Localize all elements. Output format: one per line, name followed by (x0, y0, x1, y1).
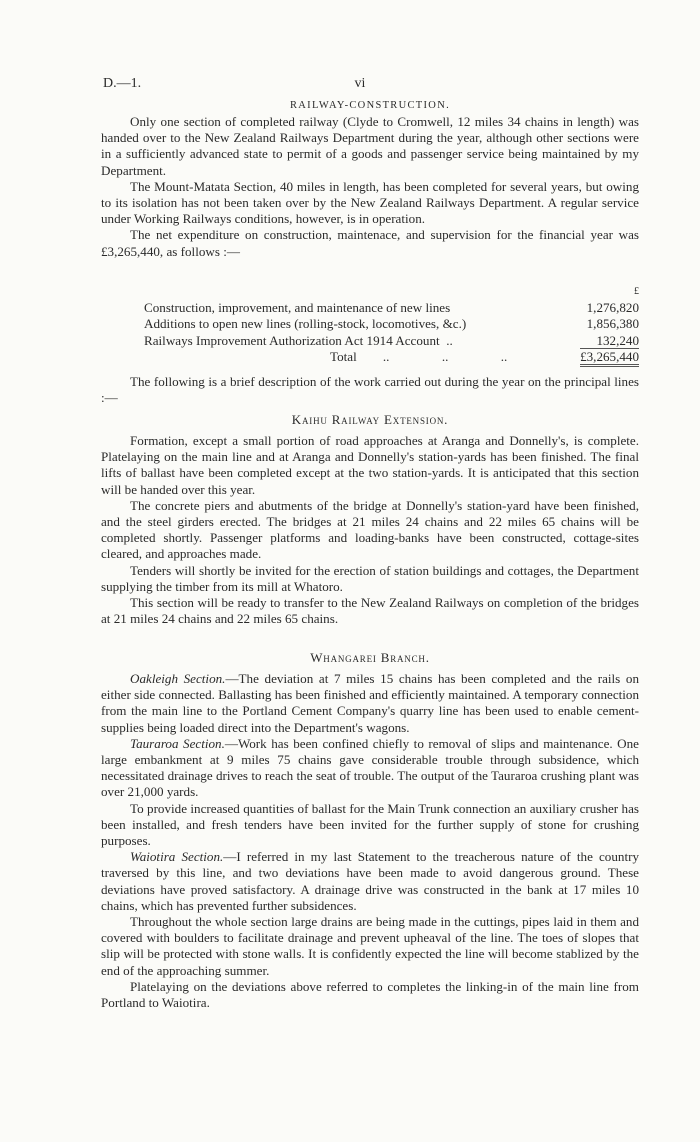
section-heading: RAILWAY-CONSTRUCTION. (289, 100, 450, 111)
waiotira-label: Waiotira Section. (130, 849, 224, 865)
oakleigh-text: —The deviation at 7 miles 15 chains has been completed and the rails on either side connected. Ballasting has been finished and efficiently maintained. A temporary connection from the main line to the Portland Cement Company's quarry line has been used to enable cement-supplies being loaded direct into the Department's wagons. (101, 671, 639, 735)
expenditure-amount: 132,240 (596, 332, 639, 348)
expenditure-label: Additions to open new lines (rolling-stock, locomotives, &c.) (144, 316, 467, 332)
currency-symbol: £ (634, 286, 639, 297)
whangarei-section (101, 650, 639, 1011)
page-number: vi (354, 76, 366, 91)
paragraph: The net expenditure on construction, maintenace, and supervision for the financial year was £3,265,440, as follows :— (101, 227, 639, 259)
paragraph (101, 849, 639, 914)
paragraph: This section will be ready to transfer to the New Zealand Railways on completion of the bridges at 21 miles 24 chains and 22 miles 65 chains. (101, 595, 639, 627)
paragraph: Tenders will shortly be invited for the erection of station buildings and cottages, the Department supplying the timber from its mill at Whatoro. (101, 562, 639, 594)
total-row (144, 349, 639, 365)
paragraph (101, 671, 639, 736)
document-reference: D.—1. (103, 76, 142, 91)
paragraph: Only one section of completed railway (Clyde to Cromwell, 12 miles 34 chains in length) was handed over to the New Zealand Railways Department during the year, although other sections were in a sufficiently advanced state to permit of a goods and passenger service being maintained by my Department. (101, 114, 639, 178)
tauraroa-label: Tauraroa Section. (130, 735, 225, 751)
leader-dots: .. .. .. (382, 348, 508, 364)
expenditure-amount: 1,856,380 (586, 316, 639, 332)
leader-dots: .. (446, 332, 453, 348)
kaihu-section (101, 412, 639, 627)
paragraph: The following is a brief description of the work carried out during the year on the principal lines :— (101, 374, 639, 406)
paragraph (101, 736, 639, 801)
waiotira-text: —I referred in my last Statement to the treacherous nature of the country traversed by this line, and two deviations have been made to avoid dangerous ground. These deviations have proved satisfactory. A drainage drive was constructed in the bank at 17 miles 10 chains, which has prevented further subsidences. (101, 849, 639, 913)
paragraph: The concrete piers and abutments of the bridge at Donnelly's station-yard have been finished, and the steel girders erected. The bridges at 21 miles 24 chains and 22 miles 65 chains will be completed shortly. Passenger platforms and loading-banks have been constructed, cottage-sites cleared, and approaches made. (101, 497, 639, 562)
paragraph: To provide increased quantities of ballast for the Main Trunk connection an auxiliary crusher has been installed, and fresh tenders have been invited for the further supply of stone for crushing purposes. (101, 800, 639, 849)
expenditure-label: Construction, improvement, and maintenance of new lines (144, 300, 451, 316)
expenditure-amount: 1,276,820 (586, 300, 639, 316)
tauraroa-text: —Work has been confined chiefly to removal of slips and maintenance. One large embankment at 9 miles 75 chains gave considerable trouble through subsidence, which necessitated drainage drives to reach the seat of trouble. The output of the Tauraroa crushing plant was over 21,000 yards. (101, 735, 639, 800)
paragraph: Platelaying on the deviations above referred to completes the linking-in of the main line from Portland to Waiotira. (101, 978, 639, 1011)
oakleigh-label: Oakleigh Section. (130, 671, 226, 686)
paragraph: Throughout the whole section large drains are being made in the cuttings, pipes laid in them and covered with boulders to facilitate drainage and prevent upheaval of the line. The toes of slopes that slip will be protected with stone walls. It is confidently expected the line will become stablized by the end of the approaching summer. (101, 914, 639, 978)
paragraph: Formation, except a small portion of road approaches at Aranga and Donnelly's, is complete. Platelaying on the main line and at Aranga and Donnelly's station-yards has been finished. The final lifts of ballast have been completed except at the two station-yards. It is anticipated that this section will be handed over this year. (101, 433, 639, 497)
intro-closing (101, 374, 639, 406)
expenditure-table (144, 284, 639, 365)
expenditure-row (144, 316, 639, 332)
total-label: Total (330, 348, 357, 364)
paragraph: The Mount-Matata Section, 40 miles in length, has been completed for several years, but owing to its isolation has not been taken over by the New Zealand Railways Department. A regular service under Working Railways conditions, however, is in operation. (101, 178, 639, 227)
railway-construction-section (101, 98, 639, 260)
expenditure-table-wrap (101, 284, 639, 365)
expenditure-row (144, 300, 639, 316)
expenditure-label: Railways Improvement Authorization Act 1914 Account (144, 332, 440, 348)
section-heading: Whangarei Branch. (310, 650, 430, 665)
expenditure-row (144, 333, 639, 349)
section-heading: Kaihu Railway Extension. (291, 412, 449, 427)
total-amount: £3,265,440 (580, 348, 639, 367)
